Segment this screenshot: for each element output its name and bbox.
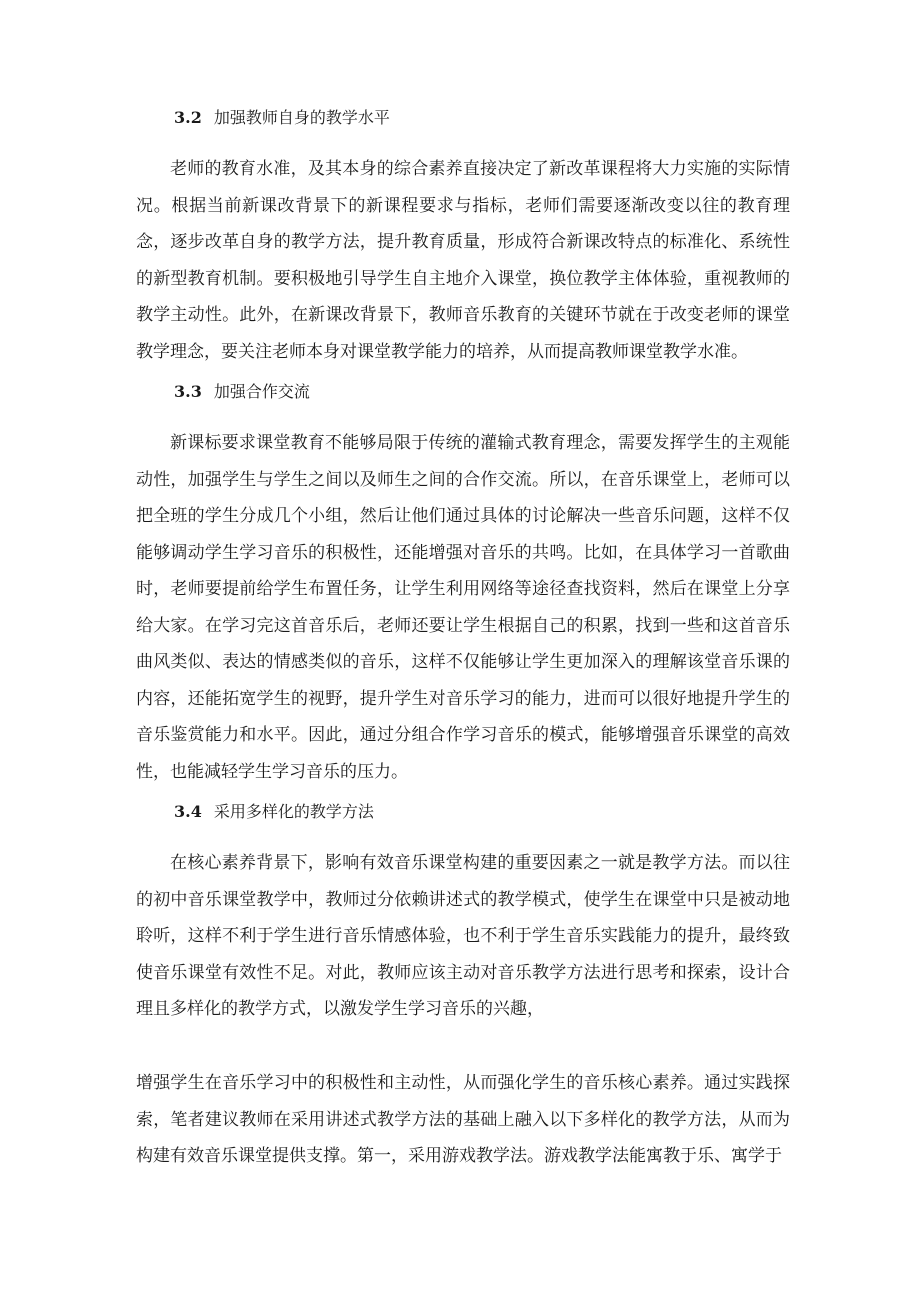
- section-paragraph-3-3: 新课标要求课堂教育不能够局限于传统的灌输式教育理念，需要发挥学生的主观能动性，加强学生与学生之间以及师生之间的合作交流。所以，在音乐课堂上，老师可以把全班的学生分成几个小组，然后让他们通过具体的讨论解决一些音乐问题，这样不仅能够调动学生学习音乐的积极性，还能增强对音乐的共鸣。比如，在具体学习一首歌曲时，老师要提前给学生布置任务，让学生利用网络等途径查找资料，然后在课堂上分享给大家。在学习完这首音乐后，老师还要让学生根据自己的积累，找到一些和这首音乐曲风类似、表达的情感类似的音乐，这样不仅能够让学生更加深入的理解该堂音乐课的内容，还能拓宽学生的视野，提升学生对音乐学习的能力，进而可以很好地提升学生的音乐鉴赏能力和水平。因此，通过分组合作学习音乐的模式，能够增强音乐课堂的高效性，也能减轻学生学习音乐的压力。: [136, 433, 790, 782]
- section-paragraph-3-2: 老师的教育水准，及其本身的综合素养直接决定了新改革课程将大力实施的实际情况。根据当前新课改背景下的新课程要求与指标，老师们需要逐渐改变以往的教育理念，逐步改革自身的教学方法，提升教育质量，形成符合新课改特点的标准化、系统性的新型教育机制。要积极地引导学生自主地介入课堂，换位教学主体体验，重视教师的教学主动性。此外，在新课改背景下，教师音乐教育的关键环节就在于改变老师的课堂教学理念，要关注老师本身对课堂教学能力的培养，从而提高教师课堂教学水准。: [136, 159, 790, 362]
- section-title: 采用多样化的教学方法: [213, 802, 374, 821]
- section-heading-3-2: [174, 108, 390, 128]
- section-title: 加强合作交流: [213, 382, 310, 401]
- section-title: 加强教师自身的教学水平: [213, 108, 390, 127]
- section-number: 3.2: [174, 108, 202, 127]
- continuation-paragraph: 增强学生在音乐学习中的积极性和主动性，从而强化学生的音乐核心素养。通过实践探索，笔者建议教师在采用讲述式教学方法的基础上融入以下多样化的教学方法，从而为构建有效音乐课堂提供支撑。第一，采用游戏教学法。游戏教学法能寓教于乐、寓学于: [136, 1073, 790, 1166]
- section-number: 3.3: [174, 382, 202, 401]
- section-heading-3-3: [174, 382, 310, 402]
- section-number: 3.4: [174, 802, 202, 821]
- section-paragraph-3-4: 在核心素养背景下，影响有效音乐课堂构建的重要因素之一就是教学方法。而以往的初中音乐课堂教学中，教师过分依赖讲述式的教学模式，使学生在课堂中只是被动地聆听，这样不利于学生进行音乐情感体验，也不利于学生音乐实践能力的提升，最终致使音乐课堂有效性不足。对此，教师应该主动对音乐教学方法进行思考和探索，设计合理且多样化的教学方式，以激发学生学习音乐的兴趣，: [136, 853, 790, 1019]
- section-heading-3-4: [174, 802, 374, 822]
